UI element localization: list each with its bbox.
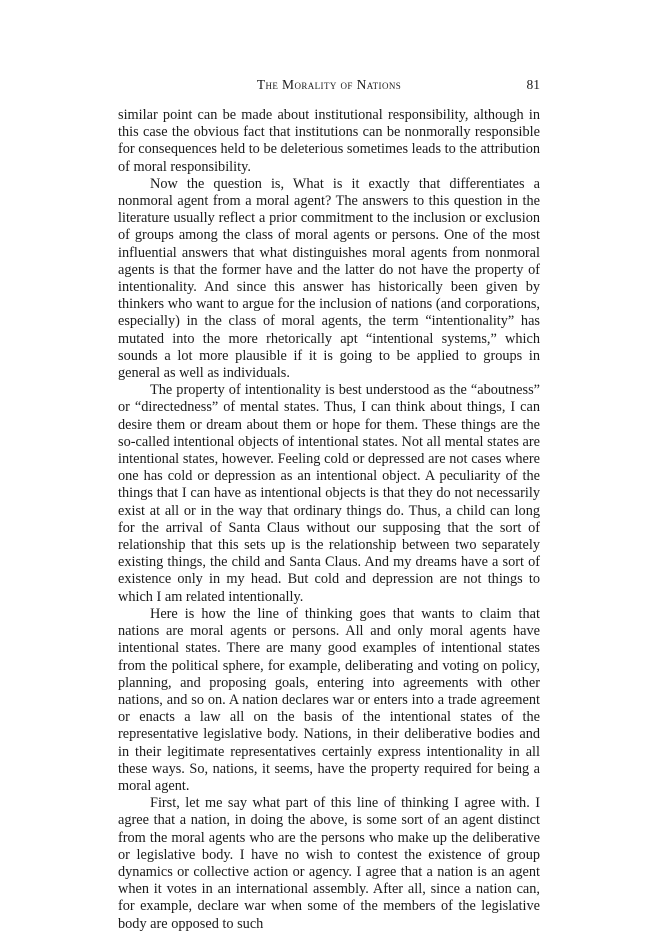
paragraph-nonmoral-vs-moral-agent: Now the question is, What is it exactly that differentiates a nonmoral agent from a moral agent? The answers to this question in the literature usually reflect a prior commitment to the inclusion or exclusion of groups among the class of moral agents or persons. One of the most influential answers that what distinguishes moral agents from nonmoral agents is that the former have and the latter do not have the property of intentionality. And since this answer has historically been given by thinkers who want to argue for the inclusion of nations (and corporations, especially) in the class of moral agents, the term “intentionality” has mutated into the more rhetorically apt “intentional systems,” which sounds a lot more plausible if it is going to be applied to groups in general as well as individuals. xyxy=(118,175,540,382)
running-head xyxy=(118,77,540,93)
body-text xyxy=(118,107,540,933)
paragraph-continuation: similar point can be made about institutional responsibility, although in this case the obvious fact that institutions can be nonmorally responsible for consequences held to be deleterious sometimes leads to the attribution of moral responsibility. xyxy=(118,107,540,175)
paragraph-intentionality: The property of intentionality is best understood as the “aboutness” or “directedness” of mental states. Thus, I can think about things, I can desire them or dream about them or hope for them. These things are the so-called intentional objects of intentional states. Not all mental states are intentional states, however. Feeling cold or depressed are not cases where one has cold or depression as an intentional object. A peculiarity of the things that I can have as intentional objects is that they do not necessarily exist at all or in the way that ordinary things do. Thus, a child can long for the arrival of Santa Claus without our supposing that the sort of relationship that this sets up is the relationship between two separately existing things, the child and Santa Claus. And my dreams have a sort of existence only in my head. But cold and depression are not things to which I am related intentionally. xyxy=(118,382,540,605)
page-number: 81 xyxy=(526,77,540,92)
running-title: The Morality of Nations xyxy=(256,77,402,92)
paragraph-agreement: First, let me say what part of this line of thinking I agree with. I agree that a nation, in doing the above, is some sort of an agent distinct from the moral agents who are the persons who make up the deliberative or legislative body. I have no wish to contest the existence of group dynamics or collective action or agency. I agree that a nation is an agent when it votes in an international assembly. After all, since a nation can, for example, declare war when some of the members of the legislative body are opposed to such xyxy=(118,795,540,932)
paragraph-nations-as-moral-agents: Here is how the line of thinking goes that wants to claim that nations are moral agents or persons. All and only moral agents have intentional states. There are many good examples of intentional states from the political sphere, for example, deliberating and voting on policy, planning, and proposing goals, entering into agreements with other nations, and so on. A nation declares war or enters into a trade agreement or enacts a law all on the basis of the intentional states of the representative legislative body. Nations, in their deliberative bodies and in their legitimate representatives certainly express intentionality in all these ways. So, nations, it seems, have the property required for being a moral agent. xyxy=(118,605,540,794)
